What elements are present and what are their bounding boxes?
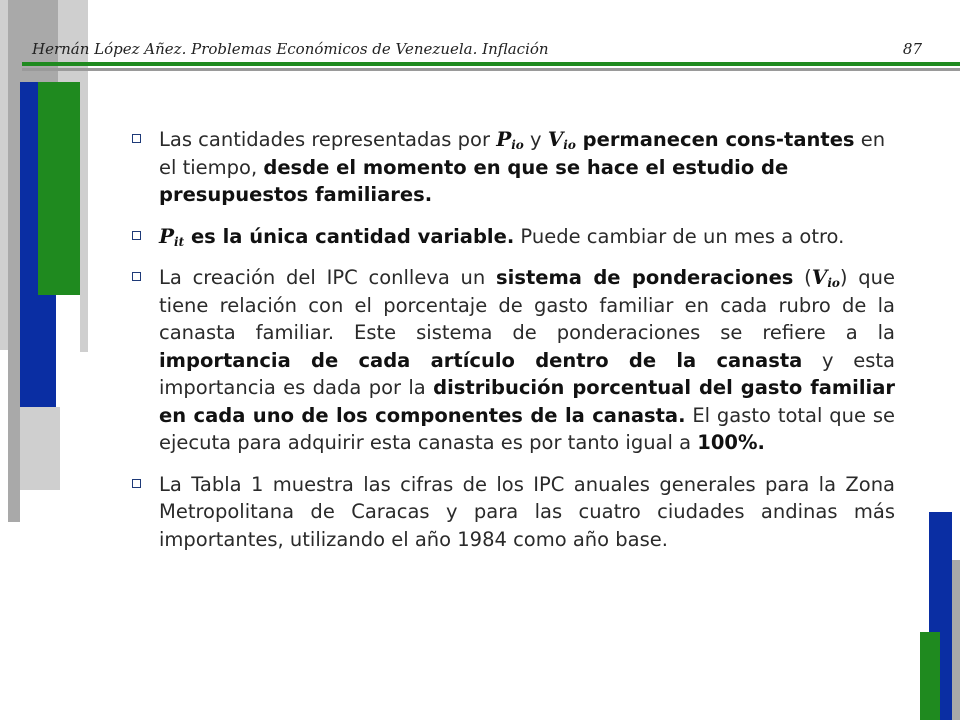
var-v-io bbox=[548, 127, 576, 151]
bullet-3-text-3: ) que tiene relación con el porcentaje de gasto familiar en cada rubro de la canasta familiar. Este sistema de ponderaciones se refiere a la bbox=[159, 266, 895, 344]
decor-gray-block-5 bbox=[80, 82, 88, 352]
bullet-3-bold-1: sistema de ponderaciones bbox=[496, 266, 794, 289]
square-bullet-icon bbox=[132, 479, 141, 488]
bullet-3-bold-4: 100%. bbox=[697, 431, 765, 454]
var-v-io bbox=[812, 265, 840, 289]
decor-gray-block-4 bbox=[8, 82, 20, 522]
page-number: 87 bbox=[902, 40, 922, 58]
bullet-1-text-3: en el tiempo, bbox=[159, 128, 886, 179]
page-header bbox=[32, 40, 922, 58]
bullet-item-4 bbox=[132, 471, 895, 554]
bullet-3-text-5: El gasto total que se ejecuta para adquirir esta canasta es por tanto igual a bbox=[159, 403, 895, 454]
var-subscript: io bbox=[563, 138, 576, 152]
var-letter: V bbox=[811, 265, 828, 289]
slide-content bbox=[132, 126, 895, 567]
var-p-it bbox=[159, 224, 184, 248]
bullet-3-text-2: ( bbox=[793, 266, 812, 289]
bullet-3-text-4: y esta importancia es dada por la bbox=[159, 348, 895, 399]
var-letter: V bbox=[547, 127, 564, 151]
decor-green-bar-left bbox=[38, 82, 80, 295]
var-subscript: io bbox=[827, 276, 840, 290]
bullet-item-1 bbox=[132, 126, 895, 209]
var-subscript: it bbox=[174, 234, 185, 249]
header-title: Hernán López Añez. Problemas Económicos de Venezuela. Inflación bbox=[32, 40, 549, 58]
bullet-1-bold-2: desde el momento en que se hace el estudio de presupuestos familiares. bbox=[159, 155, 789, 206]
header-rule-green bbox=[22, 62, 960, 66]
var-p-io bbox=[496, 127, 524, 151]
var-letter: P bbox=[159, 223, 175, 248]
bullet-item-2 bbox=[132, 223, 895, 251]
bullet-4-text-1: La Tabla 1 muestra las cifras de los IPC anuales generales para la Zona Metropolitana de Caracas y para las cuatro ciudades andinas más importantes, utilizando el año 1984 como año base. bbox=[159, 472, 895, 551]
square-bullet-icon bbox=[132, 134, 141, 143]
decor-gray-block-6 bbox=[20, 407, 60, 490]
header-rule-gray bbox=[22, 68, 960, 71]
decor-green-bar-right bbox=[920, 632, 940, 720]
bullet-1-text-2: y bbox=[523, 128, 548, 151]
bullet-3-bold-2: importancia de cada artículo dentro de la canasta bbox=[159, 348, 803, 372]
square-bullet-icon bbox=[132, 231, 141, 240]
decor-gray-block-right bbox=[952, 560, 960, 720]
bullet-3-bold-3: distribución porcentual del gasto familiar en cada uno de los componentes de la canasta. bbox=[159, 376, 895, 427]
var-subscript: io bbox=[511, 138, 524, 152]
bullet-2-bold-1: es la única cantidad variable. bbox=[184, 224, 515, 248]
bullet-3-text-1: La creación del IPC conlleva un bbox=[159, 266, 497, 289]
bullet-1-bold-1: permanecen cons-tantes bbox=[575, 128, 855, 151]
square-bullet-icon bbox=[132, 272, 141, 281]
bullet-item-3 bbox=[132, 264, 895, 457]
decor-gray-block-1 bbox=[0, 0, 8, 350]
var-letter: P bbox=[496, 127, 512, 151]
bullet-2-text-1: Puede cambiar de un mes a otro. bbox=[514, 224, 845, 248]
bullet-1-text-1: Las cantidades representadas por bbox=[159, 128, 497, 151]
